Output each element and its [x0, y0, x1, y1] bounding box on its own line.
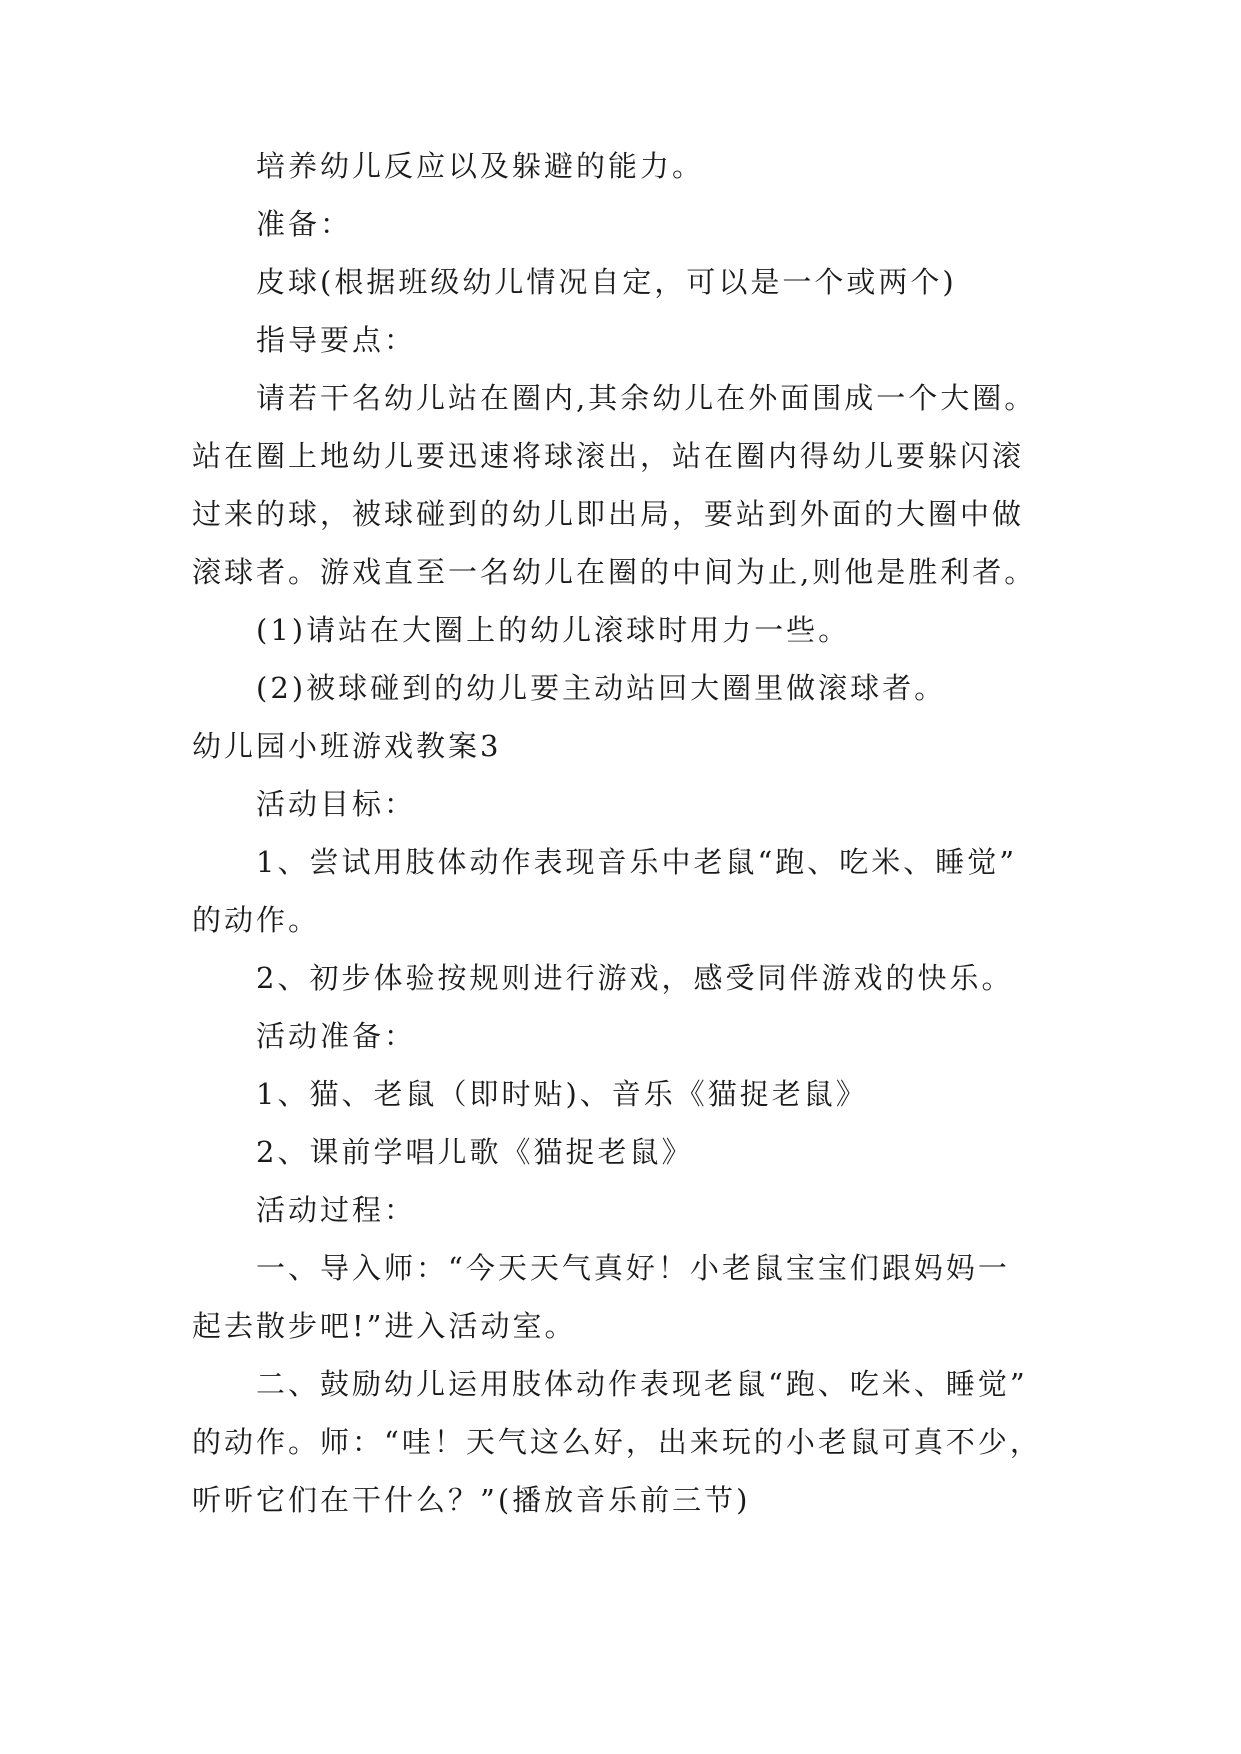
paragraph-line: 请若干名幼儿站在圈内,其余幼儿在外面围成一个大圈。: [256, 381, 1037, 415]
paragraph-line: 准备：: [256, 207, 353, 241]
paragraph-line: 的动作。: [192, 903, 321, 937]
paragraph-line: 的动作。师：“哇！天气这么好，出来玩的小老鼠可真不少，: [192, 1425, 1042, 1459]
paragraph-line: 指导要点：: [256, 323, 417, 357]
paragraph-line: 2、初步体验按规则进行游戏，感受同伴游戏的快乐。: [256, 961, 1014, 995]
paragraph-line: 活动准备：: [256, 1019, 417, 1053]
paragraph-line: 听听它们在干什么？”(播放音乐前三节): [192, 1483, 751, 1517]
paragraph-line: 活动目标：: [256, 787, 417, 821]
paragraph-line: 1、猫、老鼠（即时贴)、音乐《猫捉老鼠》: [256, 1077, 868, 1111]
paragraph-line: 2、课前学唱儿歌《猫捉老鼠》: [256, 1135, 694, 1169]
section-heading: 幼儿园小班游戏教案3: [192, 729, 502, 763]
paragraph-line: 站在圈上地幼儿要迅速将球滚出，站在圈内得幼儿要躲闪滚: [192, 439, 1025, 473]
paragraph-line: 皮球(根据班级幼儿情况自定，可以是一个或两个): [256, 265, 957, 299]
paragraph-line: 滚球者。游戏直至一名幼儿在圈的中间为止,则他是胜利者。: [192, 555, 1037, 589]
paragraph-line: 活动过程：: [256, 1193, 417, 1227]
paragraph-line: 过来的球，被球碰到的幼儿即出局，要站到外面的大圈中做: [192, 497, 1025, 531]
paragraph-line: (1)请站在大圈上的幼儿滚球时用力一些。: [256, 613, 851, 647]
paragraph-line: 1、尝试用肢体动作表现音乐中老鼠“跑、吃米、睡觉”: [256, 845, 1018, 879]
paragraph-line: (2)被球碰到的幼儿要主动站回大圈里做滚球者。: [256, 671, 947, 705]
paragraph-line: 二、鼓励幼儿运用肢体动作表现老鼠“跑、吃米、睡觉”: [256, 1367, 1028, 1401]
paragraph-line: 起去散步吧!”进入活动室。: [192, 1309, 577, 1343]
paragraph-line: 一、导入师：“今天天气真好！小老鼠宝宝们跟妈妈一: [256, 1251, 1010, 1285]
paragraph-line: 培养幼儿反应以及躲避的能力。: [256, 149, 705, 183]
